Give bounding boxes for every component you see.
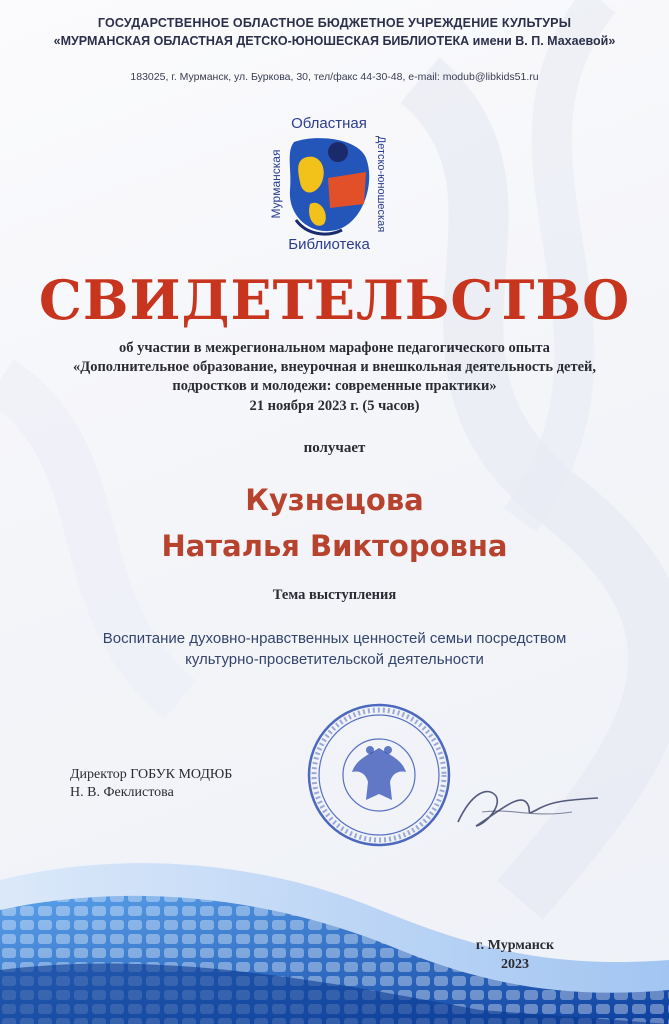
event-date: 21 ноября 2023 г. (5 часов) bbox=[249, 398, 420, 414]
org-name-line2: «МУРМАНСКАЯ ОБЛАСТНАЯ ДЕТСКО-ЮНОШЕСКАЯ БИБЛИОТЕКА имени В. П. Махаевой» bbox=[53, 34, 616, 48]
logo-word-bottom: Библиотека bbox=[288, 236, 370, 253]
signer-name: Н. В. Феклистова bbox=[70, 785, 174, 800]
year: 2023 bbox=[501, 957, 529, 972]
topic-line2: культурно-просветительской деятельности bbox=[185, 651, 484, 668]
org-name-line1: ГОСУДАРСТВЕННОЕ ОБЛАСТНОЕ БЮДЖЕТНОЕ УЧРЕЖДЕНИЕ КУЛЬТУРЫ bbox=[97, 16, 572, 30]
topic-label: Тема выступления bbox=[272, 587, 397, 603]
receives-label: получает bbox=[303, 440, 366, 456]
logo-word-top: Областная bbox=[291, 115, 367, 132]
org-address: 183025, г. Мурманск, ул. Буркова, 30, тел/факс 44-30-48, e-mail: modub@libkids51.ru bbox=[130, 71, 539, 83]
recipient-given-names: Наталья Викторовна bbox=[161, 529, 508, 563]
city: г. Мурманск bbox=[475, 938, 555, 953]
event-description-line3: подростков и молодежи: современные практики» bbox=[172, 378, 497, 394]
decorative-wave bbox=[0, 820, 669, 1024]
recipient-surname: Кузнецова bbox=[245, 483, 424, 517]
logo-word-left: Мурманская bbox=[269, 149, 283, 219]
signer-position: Директор ГОБУК МОДЮБ bbox=[70, 767, 233, 782]
certificate-title: СВИДЕТЕЛЬСТВО bbox=[38, 268, 631, 332]
topic-line1: Воспитание духовно-нравственных ценностей семьи посредством bbox=[102, 630, 567, 647]
event-description-line2: «Дополнительное образование, внеурочная и внешкольная деятельность детей, bbox=[72, 359, 597, 375]
logo-word-right: Детско-юношеская bbox=[375, 135, 387, 233]
event-description-line1: об участии в межрегиональном марафоне педагогического опыта bbox=[119, 340, 550, 356]
library-logo bbox=[266, 112, 392, 254]
